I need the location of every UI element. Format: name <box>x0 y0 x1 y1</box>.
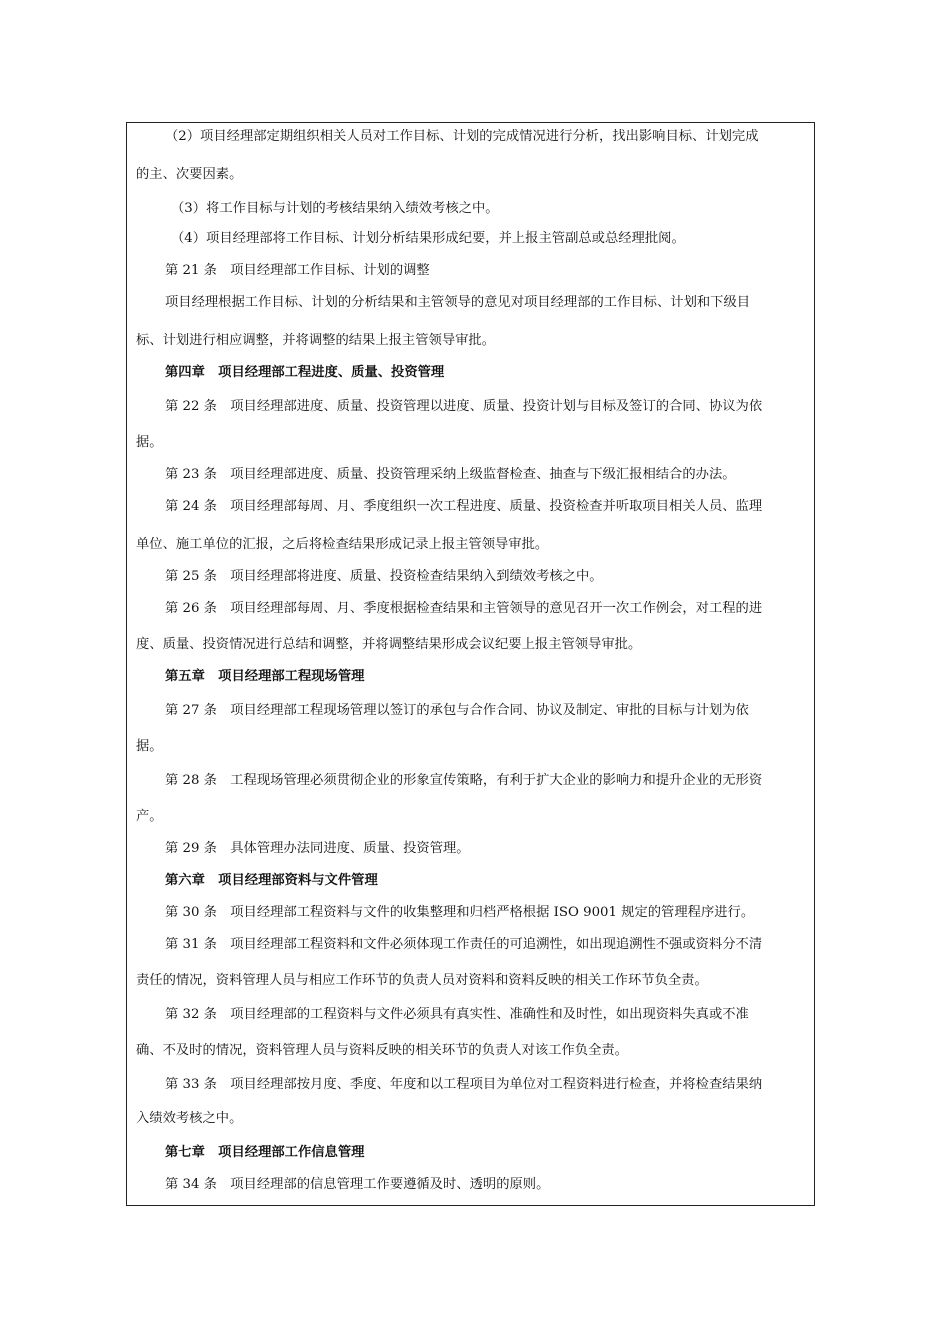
text-line: 第 28 条 工程现场管理必须贯彻企业的形象宣传策略，有利于扩大企业的影响力和提升企业的无形资 <box>165 773 763 788</box>
chapter-heading: 第七章 项目经理部工作信息管理 <box>165 1145 365 1160</box>
chapter-heading: 第六章 项目经理部资料与文件管理 <box>165 873 378 888</box>
text-line: （2）项目经理部定期组织相关人员对工作目标、计划的完成情况进行分析，找出影响目标、计划完成 <box>165 129 759 144</box>
text-line: 第 26 条 项目经理部每周、月、季度根据检查结果和主管领导的意见召开一次工作例会，对工程的进 <box>165 601 763 616</box>
text-line: 第 21 条 项目经理部工作目标、计划的调整 <box>165 263 430 278</box>
text-line: 据。 <box>136 435 163 450</box>
text-line: 入绩效考核之中。 <box>136 1111 243 1126</box>
text-line: 第 27 条 项目经理部工程现场管理以签订的承包与合作合同、协议及制定、审批的目标与计划为依 <box>165 703 749 718</box>
text-line: 单位、施工单位的汇报，之后将检查结果形成记录上报主管领导审批。 <box>136 537 549 552</box>
text-line: 度、质量、投资情况进行总结和调整，并将调整结果形成会议纪要上报主管领导审批。 <box>136 637 642 652</box>
text-line: 第 22 条 项目经理部进度、质量、投资管理以进度、质量、投资计划与目标及签订的合同、协议为依 <box>165 399 763 414</box>
text-line: 确、不及时的情况，资料管理人员与资料反映的相关环节的负责人对该工作负全责。 <box>136 1043 628 1058</box>
text-line: 第 31 条 项目经理部工程资料和文件必须体现工作责任的可追溯性，如出现追溯性不强或资料分不清 <box>165 937 763 952</box>
text-line: 第 29 条 具体管理办法同进度、质量、投资管理。 <box>165 841 470 856</box>
text-line: 标、计划进行相应调整，并将调整的结果上报主管领导审批。 <box>136 333 496 348</box>
text-line: 的主、次要因素。 <box>136 167 243 182</box>
text-line: 据。 <box>136 739 163 754</box>
text-line: 第 30 条 项目经理部工程资料与文件的收集整理和归档严格根据 ISO 9001 规定的管理程序进行。 <box>165 905 755 920</box>
text-line: 第 32 条 项目经理部的工程资料与文件必须具有真实性、准确性和及时性，如出现资料失真或不准 <box>165 1007 749 1022</box>
text-line: 第 25 条 项目经理部将进度、质量、投资检查结果纳入到绩效考核之中。 <box>165 569 603 584</box>
text-line: 项目经理根据工作目标、计划的分析结果和主管领导的意见对项目经理部的工作目标、计划和下级目 <box>165 295 751 310</box>
text-line: 第 33 条 项目经理部按月度、季度、年度和以工程项目为单位对工程资料进行检查，并将检查结果纳 <box>165 1077 763 1092</box>
text-line: 责任的情况，资料管理人员与相应工作环节的负责人员对资料和资料反映的相关工作环节负全责。 <box>136 973 708 988</box>
text-line: （3）将工作目标与计划的考核结果纳入绩效考核之中。 <box>171 201 499 216</box>
text-line: 第 34 条 项目经理部的信息管理工作要遵循及时、透明的原则。 <box>165 1177 550 1192</box>
chapter-heading: 第五章 项目经理部工程现场管理 <box>165 669 365 684</box>
text-line: 产。 <box>136 809 163 824</box>
text-line: 第 24 条 项目经理部每周、月、季度组织一次工程进度、质量、投资检查并听取项目相关人员、监理 <box>165 499 763 514</box>
text-line: （4）项目经理部将工作目标、计划分析结果形成纪要，并上报主管副总或总经理批阅。 <box>171 231 685 246</box>
text-line: 第 23 条 项目经理部进度、质量、投资管理采纳上级监督检查、抽查与下级汇报相结合的办法。 <box>165 467 736 482</box>
document-frame <box>126 122 815 1206</box>
chapter-heading: 第四章 项目经理部工程进度、质量、投资管理 <box>165 365 445 380</box>
